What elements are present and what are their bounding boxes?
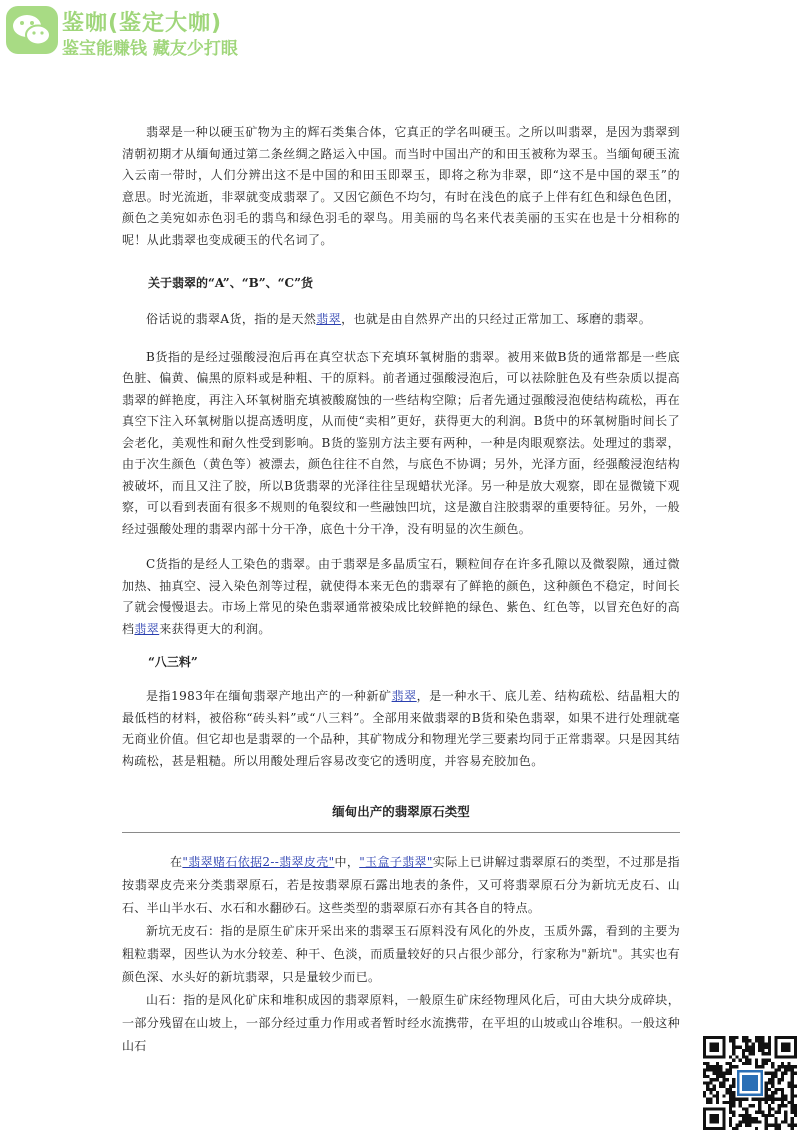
a-grade-paragraph <box>122 309 680 331</box>
b-grade-paragraph: B货指的是经过强酸浸泡后再在真空状态下充填环氧树脂的翡翠。被用来做B货的通常都是一些底色脏、偏黄、偏黑的原料或是种粗、干的原料。前者通过强酸浸泡后，可以祛除脏色及有些杂质以提高翡翠的鲜艳度，再注入环氧树脂充填被酸腐蚀的一些结构空隙；后者先通过强酸浸泡使结构疏松，再在真空下注入环氧树脂以提高透明度，从而使“卖相”更好，获得更大的利润。B货中的环氧树脂时间长了会老化，美观性和耐久性受到影响。B货的鉴别方法主要有两种，一种是肉眼观察法。处理过的翡翠，由于次生颜色（黄色等）被漂去，颜色往往不自然，与底色不协调；另外，光泽方面，经强酸浸泡结构被破坏，而且又注了胶，所以B货翡翠的光泽往往呈现蜡状光泽。另一种是放大观察，即在显微镜下观察，可以看到表面有很多不规则的龟裂纹和一些融蚀凹坑，这是激自注胶翡翠的重要特征。另外，一般经过强酸处理的翡翠内部十分干净，底色十分干净，没有明显的次生颜色。 <box>122 349 681 536</box>
c-grade-paragraph <box>122 554 680 640</box>
types-text-2: 中， <box>334 855 360 869</box>
types-text-1: 在 <box>170 855 183 869</box>
watermark-brand: 鉴咖(鉴定大咖) <box>62 11 223 36</box>
abc-heading: 关于翡翠的“A”、“B”、“C”货 <box>148 276 313 290</box>
bsl-text-1: 是指1983年在缅甸翡翠产地出产的一种新矿 <box>146 689 392 703</box>
a-text-2: ，也就是由自然界产出的只经过正常加工、琢磨的翡翠。 <box>341 312 652 326</box>
basanliao-heading: “八三料” <box>148 655 198 669</box>
basanliao-paragraph <box>122 686 680 772</box>
bsl-text-2: ，是一种水干、底儿差、结构疏松、结晶粗大的最低档的材料，被俗称“砖头料”或“八三料”。全部用来做翡翠的B货和染色翡翠，如果不进行处理就毫无商业价值。但它却也是翡翠的一个品种，其矿物成分和物理光学三要素均同于正常翡翠。只是因其结构疏松，甚是粗糙。所以用酸处理后容易改变它的透明度，并容易充胶加色。 <box>122 689 681 768</box>
c-text-1: C货指的是经人工染色的翡翠。由于翡翠是多晶质宝石，颗粒间存在许多孔隙以及微裂隙，通过微加热、抽真空、浸入染色剂等过程，就使得本来无色的翡翠有了鲜艳的颜色，这种颜色不稳定，时间长了就会慢慢退去。市场上常见的染色翡翠通常被染成比较鲜艳的绿色、紫色、红色等，以冒充色好的高档 <box>122 557 681 636</box>
jade-shell-article-link[interactable]: "翡翠赌石依据2--翡翠皮壳" <box>182 855 335 869</box>
intro-paragraph: 翡翠是一种以硬玉矿物为主的辉石类集合体，它真正的学名叫硬玉。之所以叫翡翠，是因为翡翠到清朝初期才从缅甸通过第二条丝绸之路运入中国。而当时中国出产的和田玉被称为翠玉。当缅甸硬玉流入云南一带时，人们分辨出这不是中国的和田玉即翠玉，即将之称为非翠，即“这不是中国的翠玉”的意思。时光流逝，非翠就变成翡翠了。又因它颜色不均匀，有时在浅色的底子上伴有红色和绿色色团，颜色之美宛如赤色羽毛的翡鸟和绿色羽毛的翠鸟。用美丽的鸟名来代表美丽的玉实在也是十分相称的呢！从此翡翠也变成硬玉的代名词了。 <box>122 125 681 247</box>
new-pit-paragraph: 新坑无皮石：指的是原生矿床开采出来的翡翠玉石原料没有风化的外皮，玉质外露，看到的主要为粗粒翡翠，因些认为水分较差、种干、色淡，而质量较好的只占很少部分，行家称为"新坑"。其实也有颜色深、水头好的新坑翡翠，只是量较少而已。 <box>122 924 680 984</box>
jadeite-link[interactable]: 翡翠 <box>134 621 160 636</box>
types-intro-paragraph <box>122 851 680 920</box>
watermark-slogan: 鉴宝能赚钱 藏友少打眼 <box>62 39 238 59</box>
c-text-2: 来获得更大的利润。 <box>159 621 271 636</box>
jade-box-link[interactable]: "玉盒子翡翠" <box>359 855 433 869</box>
mountain-stone-paragraph: 山石：指的是风化矿床和堆积成因的翡翠原料，一般原生矿床经物理风化后，可由大块分成碎块，一部分残留在山坡上，一部分经过重力作用或者暂时经水流携带，在平坦的山坡或山谷堆积。一般这种山石 <box>122 993 680 1053</box>
qr-code <box>703 1036 797 1130</box>
article <box>122 122 680 1058</box>
a-text-1: 俗话说的翡翠A货，指的是天然 <box>146 312 317 326</box>
jadeite-link[interactable]: 翡翠 <box>391 689 417 703</box>
wechat-logo-icon <box>6 6 58 54</box>
section-title: 缅甸出产的翡翠原石类型 <box>332 804 470 819</box>
types-text-3: 实际上已讲解过翡翠原石的类型，不过那是指按翡翠皮壳来分类翡翠原石，若是按翡翠原石露出地表的条件，又可将翡翠原石分为新坑无皮石、山石、半山半水石、水石和水翻砂石。这些类型的翡翠原石亦有其各自的特点。 <box>122 855 680 915</box>
jadeite-link[interactable]: 翡翠 <box>316 312 342 326</box>
watermark <box>6 4 256 60</box>
section-divider <box>122 832 680 833</box>
